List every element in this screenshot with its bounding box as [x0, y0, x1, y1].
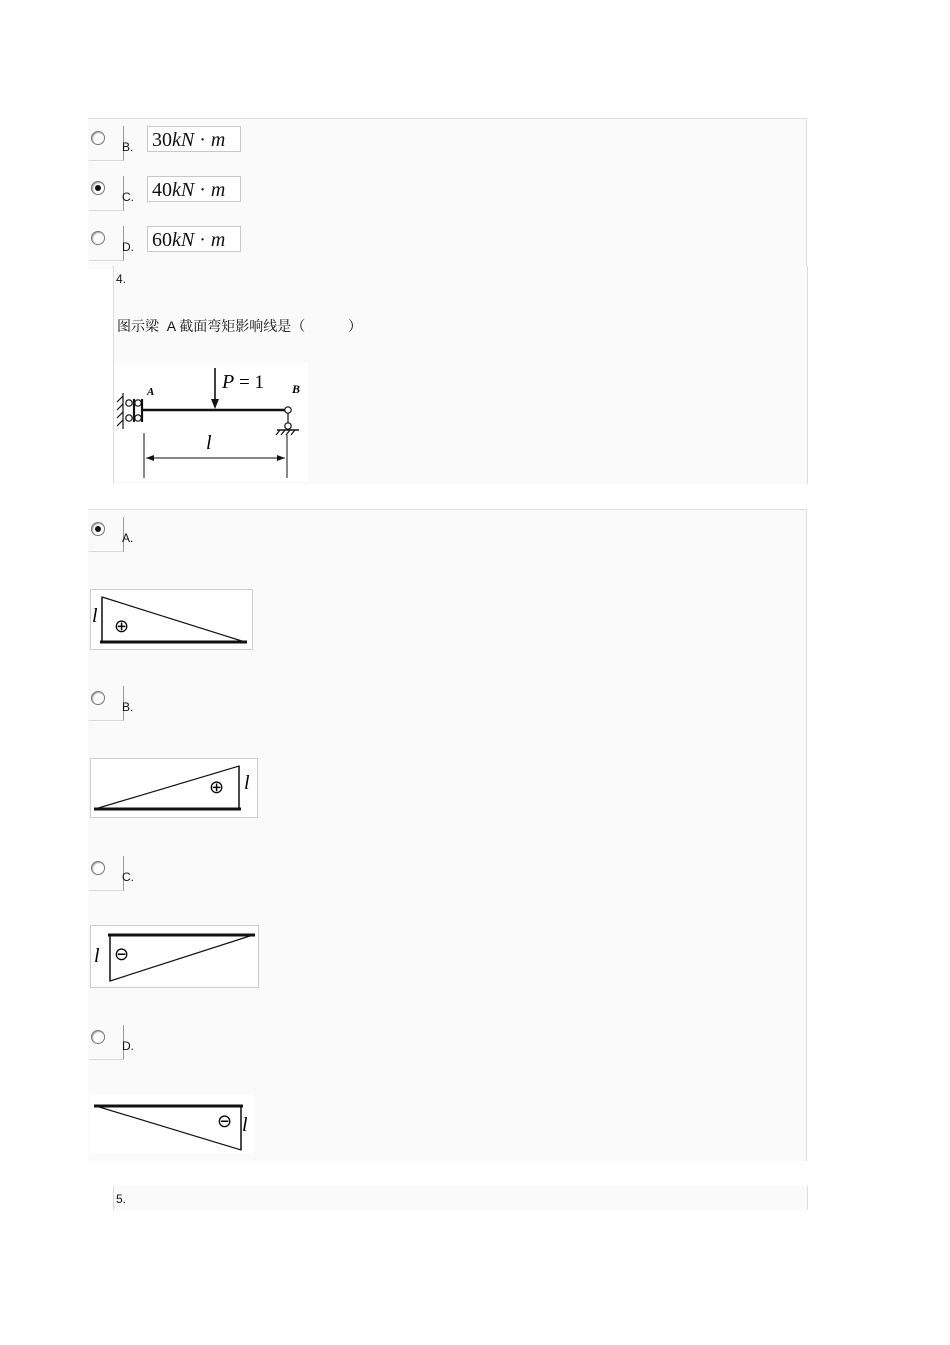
load-arrow-icon — [211, 368, 219, 409]
length-label: l — [244, 772, 250, 794]
radio-frame — [89, 1025, 124, 1060]
left-support-icon — [117, 393, 142, 429]
radio-button-c[interactable] — [91, 861, 105, 875]
question-text: 图示梁 A 截面弯矩影响线是（ ） — [117, 318, 363, 334]
formula-box — [147, 176, 241, 202]
negative-sign-icon: ⊖ — [114, 944, 130, 965]
option-letter: D. — [122, 1039, 134, 1053]
radio-frame — [89, 686, 124, 721]
length-label: l — [94, 945, 100, 967]
formula-unit-N: N — [180, 229, 195, 251]
q3-option-c[interactable] — [89, 176, 289, 208]
radio-button-b[interactable] — [91, 691, 105, 705]
radio-button-c[interactable] — [91, 181, 105, 195]
formula-number: 60 — [152, 229, 172, 251]
formula-number: 40 — [152, 179, 172, 201]
q3-option-d[interactable] — [89, 226, 289, 258]
formula-unit-m: m — [210, 129, 226, 151]
length-label: l — [92, 605, 98, 627]
influence-line-d — [89, 1094, 254, 1154]
option-letter: B. — [122, 700, 134, 714]
label-B: B — [292, 382, 301, 396]
q5-panel — [113, 1186, 808, 1210]
formula-unit-N: N — [180, 179, 195, 201]
formula-box — [147, 226, 241, 252]
formula-box — [147, 126, 241, 152]
positive-sign-icon: ⊕ — [209, 777, 225, 798]
influence-line-a — [90, 589, 253, 650]
influence-line-c — [90, 925, 259, 988]
negative-sign-icon: ⊖ — [217, 1111, 233, 1132]
radio-button-a[interactable] — [91, 522, 105, 536]
span-label: l — [206, 432, 212, 454]
formula-unit-N: N — [180, 129, 195, 151]
load-label-eq: = 1 — [239, 372, 264, 393]
q3-option-b[interactable] — [89, 126, 289, 158]
q4-option-d[interactable] — [89, 1025, 149, 1057]
formula-unit-m: m — [210, 179, 226, 201]
radio-button-d[interactable] — [91, 231, 105, 245]
positive-sign-icon: ⊕ — [114, 616, 130, 637]
question-number: 5. — [116, 1192, 127, 1206]
radio-frame — [89, 856, 124, 891]
formula-dot: · — [199, 129, 206, 151]
label-A: A — [147, 386, 155, 398]
formula-number: 30 — [152, 129, 172, 151]
formula-unit-k: k — [172, 129, 181, 151]
q4-option-b[interactable] — [89, 686, 149, 718]
radio-frame — [89, 517, 124, 552]
q4-option-a[interactable] — [89, 517, 149, 549]
radio-button-b[interactable] — [91, 131, 105, 145]
radio-frame — [89, 126, 124, 161]
option-letter: C. — [122, 190, 134, 204]
radio-frame — [89, 226, 124, 261]
radio-frame — [89, 176, 124, 211]
option-letter: B. — [122, 140, 134, 154]
option-letter: A. — [122, 531, 134, 545]
q4-option-c[interactable] — [89, 856, 149, 888]
question-number: 4. — [116, 272, 127, 286]
radio-button-d[interactable] — [91, 1030, 105, 1044]
formula-dot: · — [199, 179, 206, 201]
influence-line-b — [90, 758, 258, 818]
formula-unit-m: m — [210, 229, 226, 251]
formula-dot: · — [199, 229, 206, 251]
length-label: l — [242, 1114, 248, 1136]
dimension-line — [144, 433, 287, 478]
load-label-P: P — [222, 371, 235, 393]
formula-unit-k: k — [172, 179, 181, 201]
beam-diagram — [115, 363, 308, 481]
formula-unit-k: k — [172, 229, 181, 251]
option-letter: D. — [122, 240, 134, 254]
option-letter: C. — [122, 870, 134, 884]
